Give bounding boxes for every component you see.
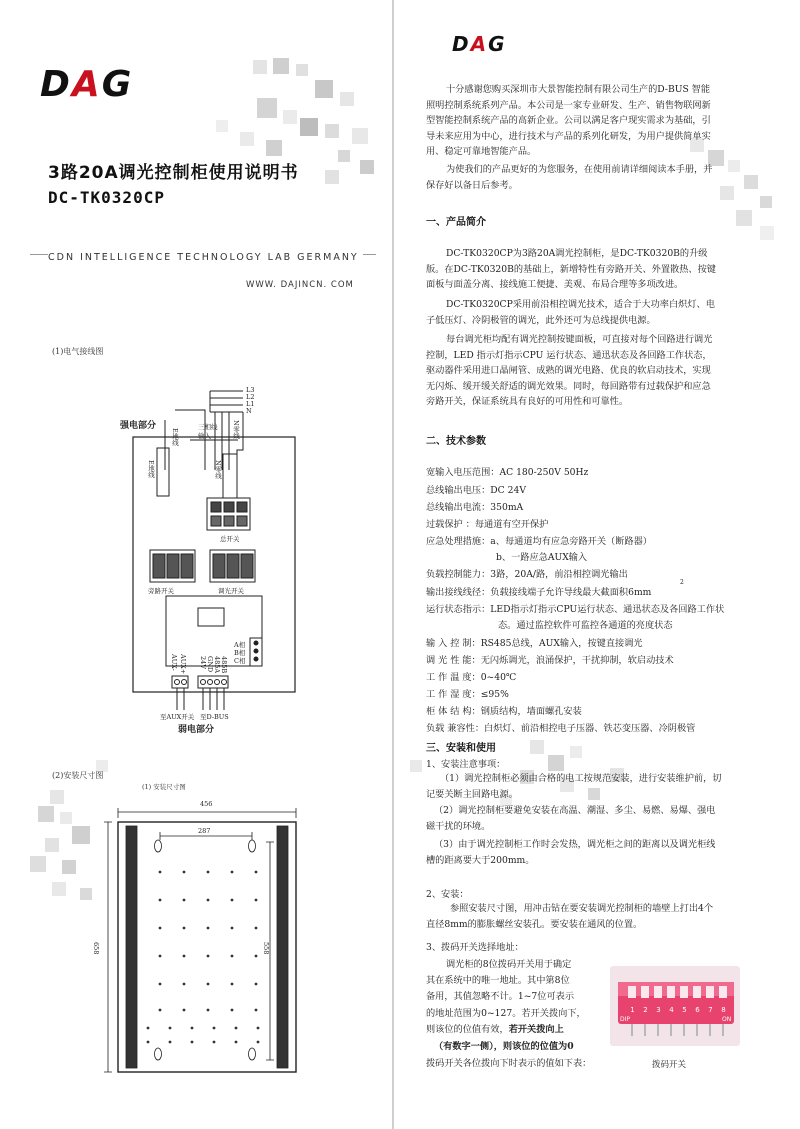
label-to-dbus: 至D-BUS (200, 713, 229, 721)
section3-title: 三、安装和使用 (426, 743, 496, 754)
label-n-wire: N零线 (214, 460, 222, 479)
dip-number: 1 (630, 1006, 635, 1014)
dip-title: 3、拨码开关选择地址： (426, 942, 524, 953)
brand-logo-right (452, 32, 507, 56)
spec-row: 工 作 温 度：0~40℃ (426, 672, 517, 683)
dip-last: 拨码开关各位拨向下时表示的值如下表： (426, 1058, 592, 1069)
lab-name: CDN INTELLIGENCE TECHNOLOGY LAB GERMANY (48, 252, 363, 263)
dip-line: 的地址范围为0~127。若开关拨向下， (426, 1008, 586, 1019)
spec-row: 宽输入电压范围：AC 180-250V 50Hz (426, 467, 589, 478)
notes-title: 1、安装注意事项： (426, 759, 506, 770)
label-dimming-switch: 调光开关 (218, 587, 244, 595)
label-aux-minus: AUX- (170, 654, 178, 671)
note-1: （1）调光控制柜必须由合格的电工按规范安装，进行安装维护前，切记要关断主回路电源。 (426, 773, 722, 800)
dip-bold-2: （有数字一侧），则该位的位值为0 (434, 1041, 574, 1052)
page-divider (392, 0, 394, 1129)
spec-row: 运行状态指示：LED指示灯指示CPU运行状态、通迅状态及各回路工作状 (426, 604, 725, 615)
spec-row: 总线输出电压：DC 24V (426, 485, 526, 496)
label-load-a: A相 (234, 641, 246, 649)
spec-row: 工 作 湿 度：≤95% (426, 689, 509, 700)
logo-letter-d: D (40, 64, 72, 105)
dim-inner: 287 (198, 827, 211, 835)
spec-row: 柜 体 结 构：钢质结构，墙面螺孔安装 (426, 706, 582, 717)
spec-row: 过载保护 ：每通道有空开保护 (426, 519, 549, 530)
dip-on-label: ON (722, 1016, 732, 1023)
logo-letter-g: G (488, 32, 507, 56)
logo-letter-a: A (470, 32, 489, 56)
strong-label: 强电部分 (120, 421, 157, 431)
label-load-b: B相 (234, 649, 246, 657)
spec-row: 负载控制能力：3路，20A/路，前沿相控调光输出 (426, 569, 628, 580)
dip-numbers (626, 1006, 730, 1014)
section1-para-1: DC-TK0320CP为3路20A调光控制柜，是DC-TK0320B的升级版。在DC-TK0320B的基础上，新增特性有旁路开关、外置散热、按键面板与面盖分离、接线施工便捷、美观、布局合理等多项改进。 (426, 248, 716, 291)
dip-number: 2 (643, 1006, 648, 1014)
dip-switch-photo (610, 966, 740, 1046)
dip-caption: 拨码开关 (652, 1060, 687, 1070)
dip-line: 备用，其值忽略不计。1~7位可表示 (426, 991, 575, 1002)
spec-superscript: 2 (680, 579, 684, 586)
weak-label: 弱电部分 (178, 725, 215, 735)
label-load-c: C相 (234, 657, 246, 665)
install-caption: (2)安装尺寸图 (52, 771, 104, 780)
intro-para-1: 十分感谢您购买深圳市大景智能控制有限公司生产的D-BUS 智能照明控制系统系列产品。本公司是一家专业研发、生产、销售物联网新型智能控制系统产品的高新企业。公司以满足客户现实需求为基础，引导未来应用为中心，进行技术与产品的系列化研发，为用户提供简单实用、稳定可靠地智能产品。 (426, 84, 711, 158)
dip-line-5 (426, 1021, 564, 1035)
install-drawing-svg (0, 0, 392, 1129)
dip-line-5-text: 则该位的位值有效， (426, 1024, 509, 1035)
label-bus-24v: 24V (199, 656, 207, 669)
spec-row: 负载 兼容性：白炽灯、前沿相控电子压器、铁芯变压器、冷阴极管 (426, 723, 696, 734)
install-text: 参照安装尺寸图，用冲击钻在要安装调光控制柜的墙壁上打出4个直径8mm的膨胀螺丝安装孔。要安装在通风的位置。 (426, 903, 714, 930)
dip-number: 8 (721, 1006, 726, 1014)
dim-height: 658 (92, 942, 100, 955)
manual-title: 3路20A调光控制柜使用说明书 (48, 163, 299, 183)
note-2: （2）调光控制柜要避免安装在高温、潮湿、多尘、易燃、易爆、强电磁干扰的环境。 (426, 805, 716, 832)
dip-number: 5 (682, 1006, 687, 1014)
spec-row: 调 光 性 能：无闪烁调光，浪涌保护，干扰抑制，软启动技术 (426, 655, 674, 666)
dip-brand-label: DIP (620, 1016, 631, 1023)
mounting-dots (147, 871, 260, 1044)
label-three-phase: 三相线输入 (198, 423, 218, 440)
section2-title: 二、技术参数 (426, 436, 486, 447)
model-number: DC-TK0320CP (48, 188, 165, 207)
dim-width: 456 (200, 800, 213, 808)
label-bus-gnd: GND (206, 656, 214, 673)
logo-letter-d: D (452, 32, 471, 56)
label-main-switch: 总开关 (220, 535, 240, 543)
dip-number: 7 (708, 1006, 713, 1014)
label-bus-b: 485B (220, 656, 228, 674)
label-bypass-switch: 旁路开关 (148, 587, 174, 595)
label-e-wire: E地线 (147, 460, 155, 478)
section1-para-3: 每台调光柜均配有调光控制按键面板，可直接对每个回路进行调光控制，LED 指示灯指示CPU 运行状态、通迅状态及各回路工作状态，驱动器件采用进口晶闸管、成熟的调光电路、优良的软启动技术，实现无闪烁、缓开缓关舒适的调光效果。同时，每回路带有过载保护和应急旁路开关，保证系统具有良好的可用性和可靠性。 (426, 334, 713, 408)
wiring-caption: (1)电气接线图 (52, 347, 104, 356)
dip-number: 4 (669, 1006, 674, 1014)
label-n: N (246, 407, 252, 415)
intro-para-2: 为使我们的产品更好的为您服务，在使用前请详细阅读本手册，并保存好以备日后参考。 (426, 164, 713, 191)
dip-number: 6 (695, 1006, 700, 1014)
dim-height-inner: 558 (262, 942, 270, 955)
dip-line: 其在系统中的唯一地址。其中第8位 (426, 975, 570, 986)
label-e-ground: E地线 (171, 428, 179, 446)
install-title: 2、安装： (426, 889, 469, 900)
label-bus-a: 485A (213, 656, 221, 674)
spec-row: 应急处理措施：a、每通道均有应急旁路开关（断路器） (426, 536, 652, 547)
dip-number: 3 (656, 1006, 661, 1014)
dip-bold-1: 若开关拨向上 (508, 1024, 564, 1035)
label-n-zero: N零线 (232, 420, 240, 439)
logo-letter-a: A (71, 64, 102, 105)
label-aux-plus: AUX+ (179, 654, 187, 675)
spec-row: b、一路应急AUX输入 (496, 552, 588, 563)
logo-letter-g: G (101, 64, 134, 105)
label-l1: L1 (246, 400, 255, 408)
spec-row: 态。通过监控软件可监控各通道的亮度状态 (498, 620, 673, 631)
label-l3: L3 (246, 386, 255, 394)
dip-line: 调光柜的8位拨码开关用于确定 (446, 959, 572, 970)
spec-row: 总线输出电流：350mA (426, 502, 524, 513)
section1-title: 一、产品简介 (426, 217, 486, 228)
spec-row: 输 入 控 制：RS485总线，AUX输入，按键直接调光 (426, 638, 643, 649)
note-3: （3）由于调光控制柜工作时会发热，调光柜之间的距离以及调光柜线槽的距离要大于200mm。 (426, 839, 716, 866)
website: WWW. DAJINCN. COM (246, 280, 354, 290)
label-to-aux: 至AUX开关 (160, 713, 195, 721)
spec-row: 输出接线线径：负载接线端子允许导线最大截面积6mm (426, 587, 652, 598)
install-sub-caption: (1) 安装尺寸图 (142, 783, 186, 791)
section1-para-2: DC-TK0320CP采用前沿相控调光技术，适合于大功率白炽灯、电子低压灯、冷阴极管的调光，此外还可为总线提供电源。 (426, 299, 715, 326)
label-l2: L2 (246, 393, 255, 401)
